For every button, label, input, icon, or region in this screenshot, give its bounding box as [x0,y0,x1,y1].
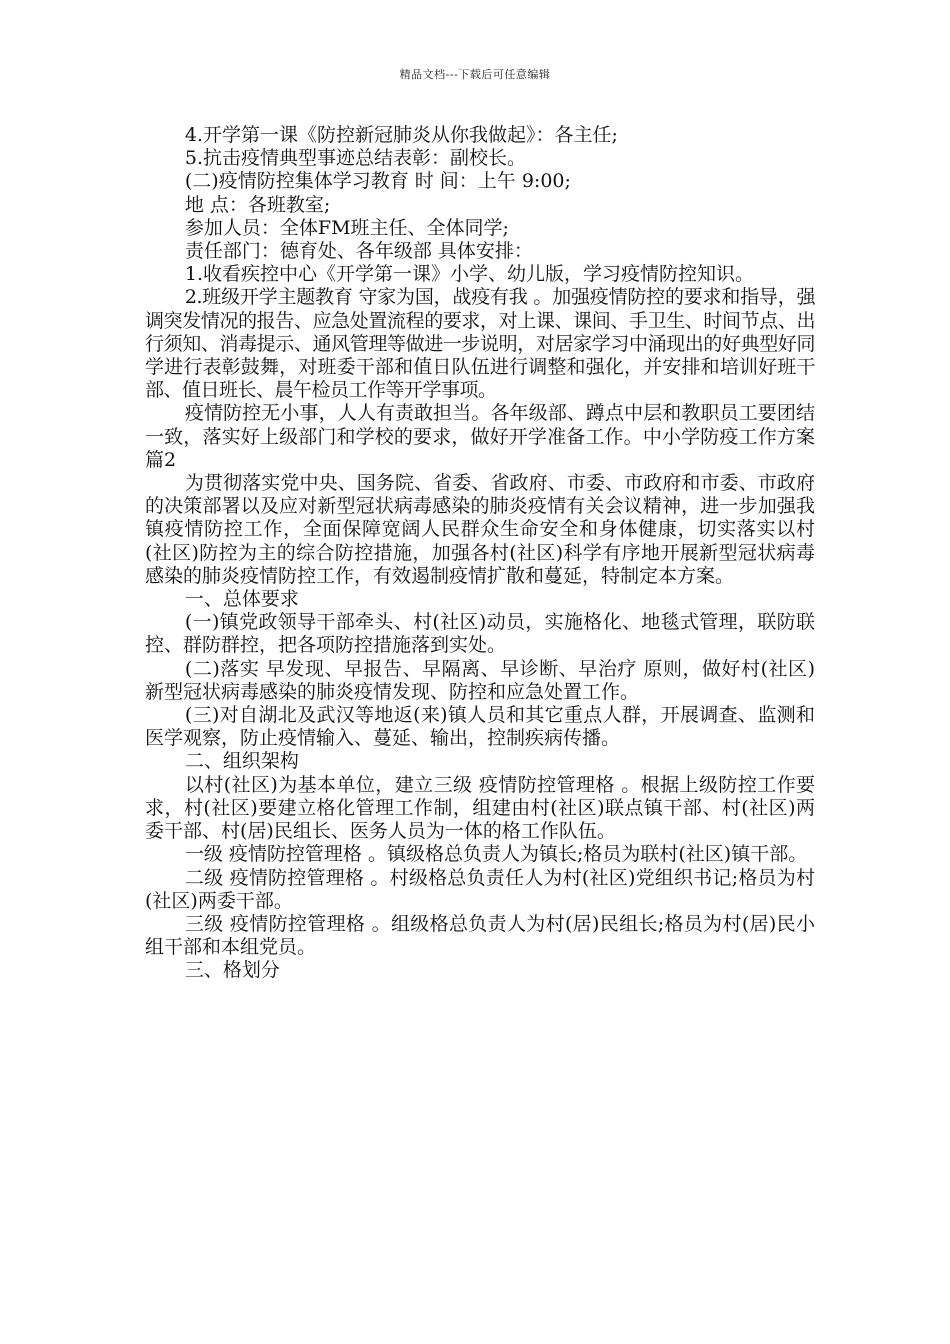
paragraph: 2.班级开学主题教育 守家为国，战疫有我 。加强疫情防控的要求和指导，强调突发情况的报告、应急处置流程的要求，对上课、课间、手卫生、时间节点、出行须知、消毒提示、通风管理等做进一步说明，对居家学习中涌现出的好典型好同学进行表彰鼓舞，对班委干部和值日队伍进行调整和强化，并安排和培训好班干部、值日班长、晨午检员工作等开学事项。 [145,286,815,402]
paragraph: 责任部门：德育处、各年级部 具体安排： [184,240,533,263]
paragraph: 为贯彻落实党中央、国务院、省委、省政府、市委、市政府和市委、市政府的决策部署以及应对新型冠状病毒感染的肺炎疫情有关会议精神，进一步加强我镇疫情防控工作，全面保障宽阔人民群众生命安全和身体健康，切实落实以村(社区)防控为主的综合防控措施，加强各村(社区)科学有序地开展新型冠状病毒感染的肺炎疫情防控工作，有效遏制疫情扩散和蔓延，特制定本方案。 [145,472,815,587]
paragraph: 疫情防控无小事，人人有责敢担当。各年级部、蹲点中层和教职员工要团结一致，落实好上级部门和学校的要求，做好开学准备工作。中小学防疫工作方案篇2 [145,402,815,471]
paragraph: 1.收看疾控中心《开学第一课》小学、幼儿版，学习疫情防控知识。 [184,263,755,286]
paragraph: (一)镇党政领导干部牵头、村(社区)动员，实施格化、地毯式管理，联防联控、群防群控，把各项防控措施落到实处。 [145,611,815,657]
paragraph: (二)疫情防控集体学习教育 时 间：上午 9:00; [184,170,571,193]
paragraph: 一级 疫情防控管理格 。镇级格总负责人为镇长;格员为联村(社区)镇干部。 [184,843,808,866]
section-heading: 二、组织架构 [184,750,299,773]
paragraph: 5.抗击疫情典型事迹总结表彰：副校长。 [184,147,527,170]
page-header: 精品文档---下载后可任意编辑 [399,68,551,81]
paragraph: 4.开学第一课《防控新冠肺炎从你我做起》：各主任; [184,124,618,146]
paragraph: 地 点：各班教室; [184,193,331,216]
document-body [145,124,815,983]
paragraph: 三级 疫情防控管理格 。组级格总负责人为村(居)民组长;格员为村(居)民小组干部和本组党员。 [145,912,815,959]
paragraph: 以村(社区)为基本单位，建立三级 疫情防控管理格 。根据上级防控工作要求，村(社区)要建立格化管理工作制，组建由村(社区)联点镇干部、村(社区)两委干部、村(居)民组长、医务人员为一体的格工作队伍。 [145,773,815,843]
paragraph: (三)对自湖北及武汉等地返(来)镇人员和其它重点人群，开展调查、监测和医学观察，防止疫情输入、蔓延、输出，控制疾病传播。 [145,704,815,750]
paragraph: (二)落实 早发现、早报告、早隔离、早诊断、早治疗 原则，做好村(社区)新型冠状病毒感染的肺炎疫情发现、防控和应急处置工作。 [145,657,815,703]
paragraph: 参加人员：全体FM班主任、全体同学; [184,216,509,239]
section-heading: 三、格划分 [184,959,280,982]
section-heading: 一、总体要求 [184,588,299,611]
paragraph: 二级 疫情防控管理格 。村级格总负责任人为村(社区)党组织书记;格员为村(社区)两委干部。 [145,866,815,912]
